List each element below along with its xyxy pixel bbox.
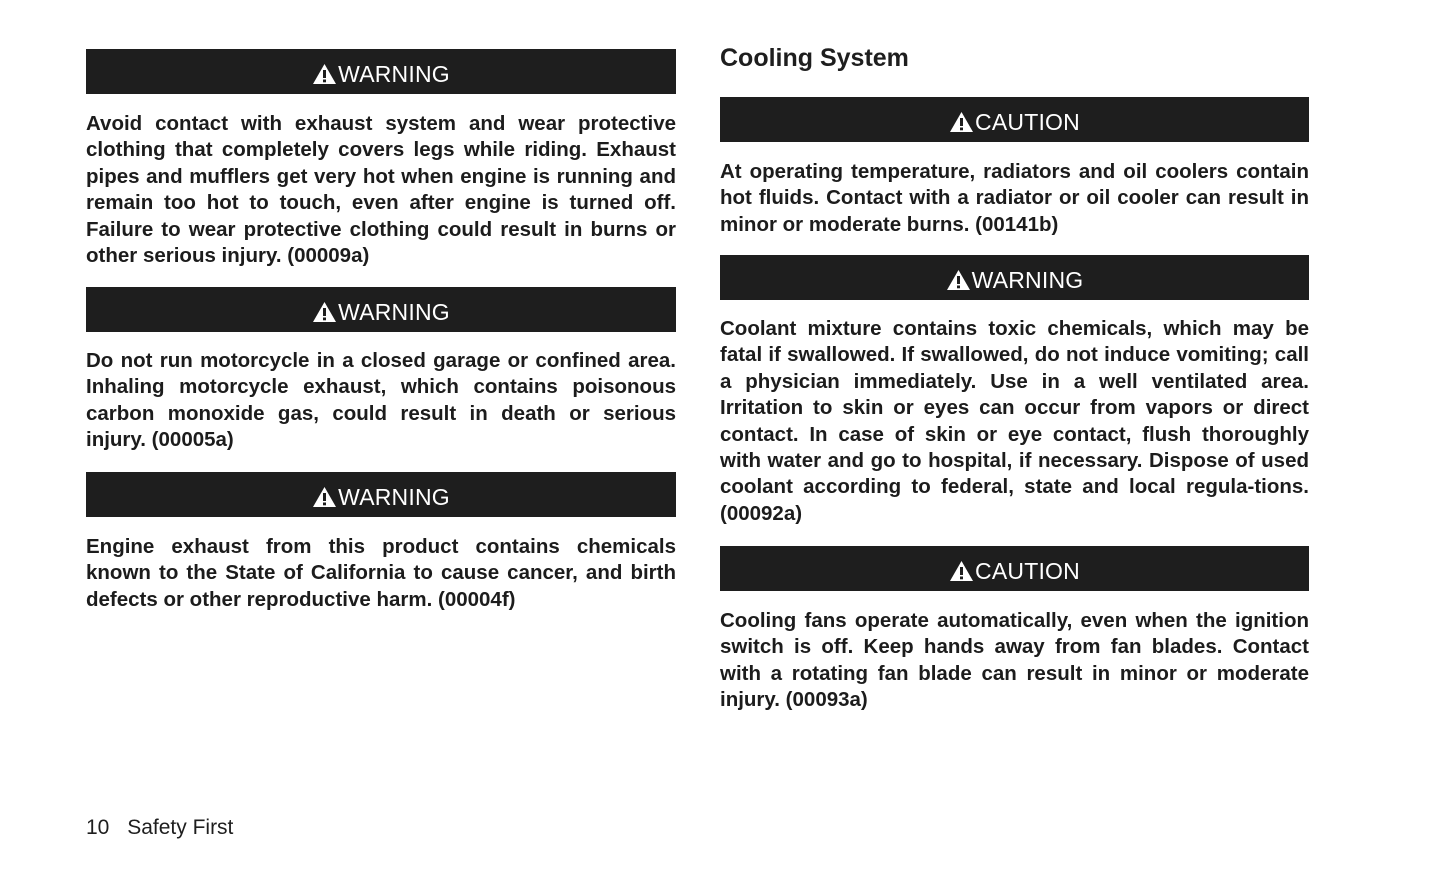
caution-text: At operating temperature, radiators and oil coolers contain hot fluids. Contact with a radiator or oil cooler can result in minor or moderate burns. (00141b): [720, 160, 1309, 236]
warning-text: Engine exhaust from this product contains chemicals known to the State of California to cause cancer, and birth defects or other reproductive harm. (00004f): [86, 535, 676, 611]
warning-banner: [86, 287, 676, 332]
warning-triangle-icon: [949, 111, 974, 133]
footer-section-name: Safety First: [127, 816, 234, 839]
caution-banner: [720, 546, 1309, 591]
banner-label: WARNING: [971, 267, 1084, 293]
banner-label: WARNING: [338, 484, 450, 510]
banner-label: CAUTION: [975, 558, 1080, 584]
banner-label: WARNING: [338, 299, 450, 325]
warning-triangle-icon: [946, 269, 971, 291]
warning-triangle-icon: [312, 486, 337, 508]
warning-triangle-icon: [312, 63, 337, 85]
warning-banner: [720, 255, 1309, 300]
warning-triangle-icon: [949, 560, 974, 582]
page-footer: [86, 816, 233, 840]
warning-text: Do not run motorcycle in a closed garage or confined area. Inhaling motorcycle exhaust, which contains poisonous carbon monoxide gas, could result in death or serious injury. (00005a): [86, 349, 676, 452]
warning-banner: [86, 49, 676, 94]
caution-text: Cooling fans operate automatically, even when the ignition switch is off. Keep hands away from fan blades. Contact with a rotating fan blade can result in minor or moderate injury. (00093a): [720, 609, 1309, 712]
warning-text: Coolant mixture contains toxic chemicals, which may be fatal if swallowed. If swallowed, do not induce vomiting; call a physician immediately. Use in a well ventilated area. Irritation to skin or eyes can occur from vapors or direct contact. In case of skin or eye contact, flush thoroughly with water and go to hospital, if necessary. Dispose of used coolant according to federal, state and local regula-tions. (00092a): [720, 317, 1309, 525]
section-title: Cooling System: [720, 44, 909, 72]
page-number: 10: [86, 816, 110, 839]
warning-text: Avoid contact with exhaust system and wear protective clothing that completely covers legs while riding. Exhaust pipes and mufflers get very hot when engine is running and remain too hot to touch, even after engine is turned off. Failure to wear protective clothing could result in burns or other serious injury. (00009a): [86, 112, 676, 268]
banner-label: CAUTION: [975, 109, 1080, 135]
caution-banner: [720, 97, 1309, 142]
banner-label: WARNING: [338, 61, 450, 87]
warning-triangle-icon: [312, 301, 337, 323]
warning-banner: [86, 472, 676, 517]
